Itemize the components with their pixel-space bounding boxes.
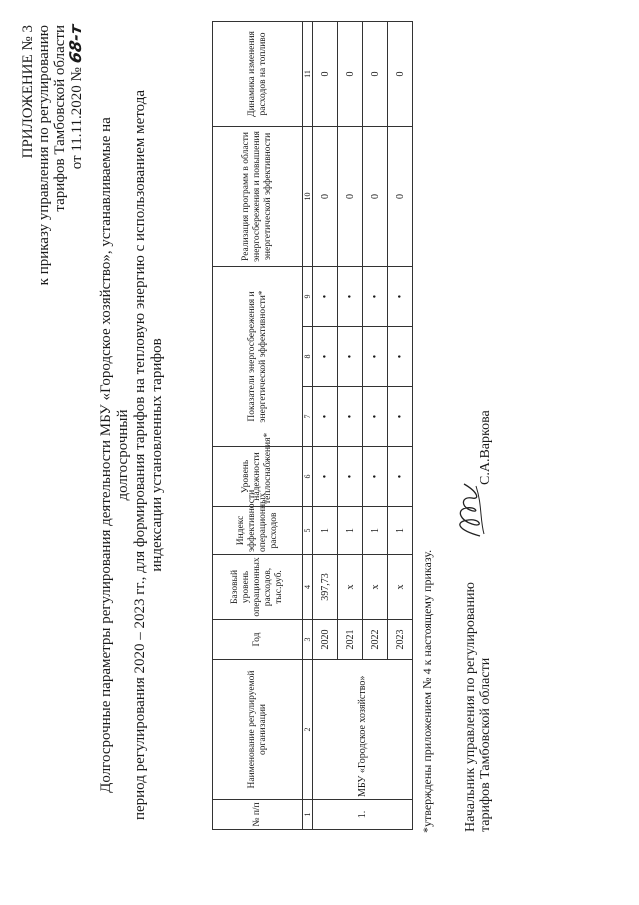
- header-base: Базовый уровень операционных расходов, тыс.руб.: [213, 555, 303, 620]
- cell-index: 1: [363, 507, 388, 555]
- appendix-title: ПРИЛОЖЕНИЕ № 3: [20, 25, 36, 159]
- cell-base: х: [388, 555, 413, 620]
- org-number: 1.: [313, 800, 413, 830]
- cell-base: 397,73: [313, 555, 338, 620]
- cell-energy: •: [388, 387, 413, 447]
- cell-energy: •: [388, 266, 413, 326]
- org-name: МБУ «Городское хозяйство»: [313, 660, 413, 800]
- header-fuel: Динамика изменения расходов на топливо: [213, 21, 303, 126]
- cell-energy: •: [363, 266, 388, 326]
- cell-index: 1: [313, 507, 338, 555]
- col-index: 6: [303, 447, 313, 507]
- cell-energy: •: [363, 327, 388, 387]
- col-index: 2: [303, 660, 313, 800]
- col-index: 11: [303, 21, 313, 126]
- document-title: [98, 75, 166, 835]
- handwritten-signature: [450, 480, 488, 540]
- footnote: *утверждены приложением № 4 к настоящему приказу.: [420, 549, 434, 833]
- cell-index: 1: [388, 507, 413, 555]
- cell-programs: 0: [313, 126, 338, 266]
- cell-reliability: •: [363, 447, 388, 507]
- col-index: 7: [303, 387, 313, 447]
- cell-reliability: •: [338, 447, 363, 507]
- col-index: 10: [303, 126, 313, 266]
- title-line: Долгосрочные параметры регулирования деятельности МБУ «Городское хозяйство», устанавливаемые на долгосрочный: [98, 117, 131, 793]
- cell-energy: •: [338, 387, 363, 447]
- parameters-table: [212, 21, 413, 830]
- cell-energy: •: [313, 327, 338, 387]
- column-index-row: [303, 21, 313, 829]
- signatory-position: [463, 582, 493, 832]
- cell-base: х: [363, 555, 388, 620]
- cell-fuel: 0: [338, 21, 363, 126]
- appendix-line: тарифов Тамбовской области: [52, 25, 68, 212]
- cell-base: х: [338, 555, 363, 620]
- header-energy: Показатели энергосбережения и энергетической эффективности*: [213, 266, 303, 446]
- table-row: [313, 21, 338, 829]
- table-header-row: [213, 21, 303, 829]
- cell-index: 1: [338, 507, 363, 555]
- cell-energy: •: [388, 327, 413, 387]
- col-index: 9: [303, 266, 313, 326]
- appendix-line: к приказу управления по регулированию: [36, 25, 52, 286]
- header-reliability: Уровень надежности теплоснабжения*: [213, 447, 303, 507]
- title-line: индексации установленных тарифов: [149, 338, 165, 572]
- col-index: 5: [303, 507, 313, 555]
- cell-fuel: 0: [313, 21, 338, 126]
- header-programs: Реализация программ в области энергосбережения и повышения энергетической эффективности: [213, 126, 303, 266]
- position-line: тарифов Тамбовской области: [478, 657, 493, 832]
- col-index: 3: [303, 620, 313, 660]
- col-index: 8: [303, 327, 313, 387]
- header-index: Индекс эффективности операционных расходов: [213, 507, 303, 555]
- cell-fuel: 0: [388, 21, 413, 126]
- col-index: 1: [303, 800, 313, 830]
- cell-programs: 0: [388, 126, 413, 266]
- header-num: № п/п: [213, 800, 303, 830]
- cell-reliability: •: [388, 447, 413, 507]
- cell-energy: •: [338, 266, 363, 326]
- order-number: 68-т: [66, 23, 85, 65]
- appendix-header: [20, 25, 85, 345]
- appendix-date: от 11.11.2020 №: [69, 67, 85, 170]
- col-index: 4: [303, 555, 313, 620]
- cell-programs: 0: [338, 126, 363, 266]
- appendix-date-line: [68, 25, 85, 345]
- cell-year: 2021: [338, 620, 363, 660]
- cell-year: 2022: [363, 620, 388, 660]
- cell-year: 2020: [313, 620, 338, 660]
- signatory-name: С.А.Варкова: [478, 410, 493, 485]
- header-org: Наименование регулируемой организации: [213, 660, 303, 800]
- cell-energy: •: [338, 327, 363, 387]
- cell-year: 2023: [388, 620, 413, 660]
- header-year: Год: [213, 620, 303, 660]
- cell-energy: •: [313, 387, 338, 447]
- position-line: Начальник управления по регулированию: [463, 582, 478, 832]
- cell-energy: •: [363, 387, 388, 447]
- cell-energy: •: [313, 266, 338, 326]
- cell-programs: 0: [363, 126, 388, 266]
- cell-reliability: •: [313, 447, 338, 507]
- cell-fuel: 0: [363, 21, 388, 126]
- title-line: период регулирования 2020 – 2023 гг., для формирования тарифов на тепловую энергию с использованием метода: [132, 89, 148, 821]
